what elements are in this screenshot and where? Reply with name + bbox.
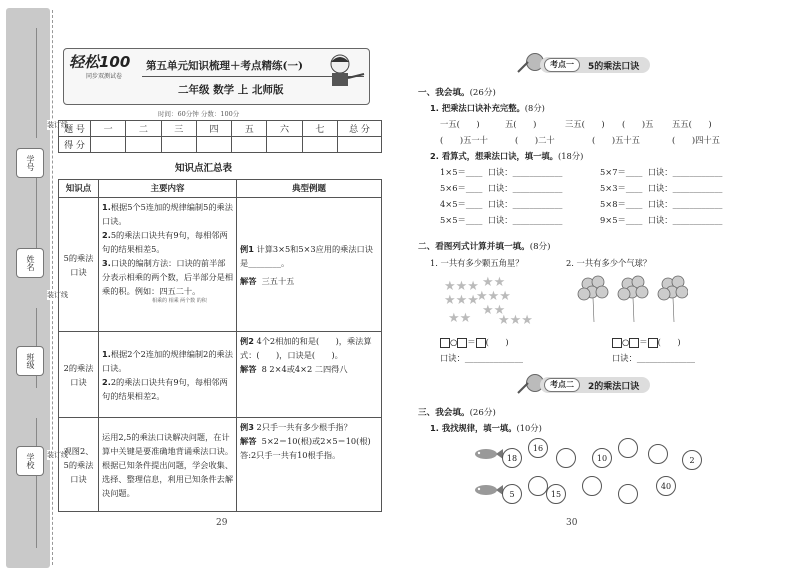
sidebar-fill-line xyxy=(36,28,37,138)
svg-text:★★★: ★★★ xyxy=(444,293,479,308)
cut-line-label: 装订线 xyxy=(47,451,68,459)
topic-cell: 观图2、5的乘法口诀 xyxy=(59,418,99,512)
point-header-1 xyxy=(540,57,650,73)
example-conclusion: 答:2只手一共有10根手指。 xyxy=(240,450,341,460)
score-header: 四 xyxy=(196,121,231,137)
fill-blank[interactable]: ( )五一十 xyxy=(440,135,488,145)
student-name-label: 姓名 xyxy=(16,248,44,278)
score-cell[interactable] xyxy=(267,137,302,153)
sequence-circle[interactable]: 16 xyxy=(528,438,548,458)
point-tag: 考点一 xyxy=(544,58,580,72)
sequence-circle[interactable]: 18 xyxy=(502,448,522,468)
point-header-2 xyxy=(540,377,650,393)
broom-icon xyxy=(516,60,530,74)
score-header: 一 xyxy=(91,121,126,137)
sequence-circle[interactable]: 10 xyxy=(592,448,612,468)
equation-row[interactable]: 5×5＝____ 口诀：____________ xyxy=(440,215,563,225)
sequence-circle[interactable] xyxy=(528,476,548,496)
summary-table-title: 知识点汇总表 xyxy=(175,163,233,174)
equation-row[interactable]: 5×6＝____ 口诀：____________ xyxy=(440,183,563,193)
column-header: 知识点 xyxy=(59,180,99,198)
content-item: 1.根据5个5连加的规律编制5的乘法口诀。 xyxy=(102,202,233,226)
score-cell[interactable] xyxy=(302,137,337,153)
student-id-label: 学号 xyxy=(16,148,44,178)
cut-line xyxy=(52,10,53,565)
fill-blank[interactable]: ( )二十 xyxy=(515,135,555,145)
score-header: 二 xyxy=(126,121,161,137)
fill-blank[interactable]: 一五( ) xyxy=(440,119,480,129)
equation-row[interactable]: 1×5＝____ 口诀：____________ xyxy=(440,167,563,177)
cut-line-label: 装订线 xyxy=(47,121,68,129)
content-cell: 运用2,5的乘法口诀解决问题，在计算中关键是要准确地背诵乘法口诀。根据已知条件提出问题，学会收集、选择、整理信息，利用已知条件去解决问题。 xyxy=(99,418,237,512)
point-tag: 考点二 xyxy=(544,378,580,392)
content-cell xyxy=(99,198,237,332)
page-number-left: 29 xyxy=(216,518,228,528)
brand-logo: 轻松100 xyxy=(69,53,131,71)
table-row xyxy=(59,198,382,332)
fill-blank[interactable]: ( )四十五 xyxy=(672,135,720,145)
knowledge-summary-table xyxy=(58,179,382,512)
sequence-circle[interactable] xyxy=(556,448,576,468)
sequence-circle[interactable]: 2 xyxy=(682,450,702,470)
svg-text:★★: ★★ xyxy=(482,275,506,290)
equation-row[interactable]: 5×8＝____ 口诀：____________ xyxy=(600,199,723,209)
score-cell[interactable] xyxy=(126,137,161,153)
equation-boxes[interactable]: ○ ＝ ( ) xyxy=(612,336,681,348)
content-item: 2.5的乘法口诀共有9句，每相邻两句的结果相差5。 xyxy=(102,230,228,254)
svg-text:★★★: ★★★ xyxy=(444,279,479,294)
score-table xyxy=(58,120,382,153)
equation-row[interactable]: 9×5＝____ 口诀：____________ xyxy=(600,215,723,225)
balloons-picture-icon xyxy=(576,272,688,326)
section-heading: 二、看图列式计算并填一填。(8分) xyxy=(418,242,551,252)
example-answer: 解答 8 2×4或4×2 二四得八 xyxy=(240,364,348,374)
mascot-icon xyxy=(318,52,366,92)
example-answer: 解答 5×2＝10(根)或2×5＝10(根) xyxy=(240,436,371,446)
score-cell[interactable] xyxy=(338,137,382,153)
example-question: 例2 4个2相加的和是( )，乘法算式：( )，口诀是( )。 xyxy=(240,336,372,360)
sidebar-fill-line xyxy=(36,418,37,548)
fill-blank[interactable]: ( )五十五 xyxy=(592,135,640,145)
sequence-circle[interactable] xyxy=(618,484,638,504)
binding-sidebar xyxy=(6,8,50,568)
page-title: 第五单元知识梳理＋考点精练(一) xyxy=(146,60,303,72)
topic-cell: 5的乘法口诀 xyxy=(59,198,99,332)
question-title: 1. 我找规律，填一填。(10分) xyxy=(430,423,542,433)
equation-row[interactable]: 5×7＝____ 口诀：____________ xyxy=(600,167,723,177)
section-heading: 三、我会填。(26分) xyxy=(418,408,496,418)
knowledge-header-row xyxy=(59,180,382,198)
stars-picture-icon xyxy=(436,272,546,332)
class-label: 班级 xyxy=(16,346,44,376)
equation-row[interactable]: 4×5＝____ 口诀：____________ xyxy=(440,199,563,209)
picture-question: 1. 一共有多少颗五角星？ xyxy=(430,258,524,268)
sequence-circle[interactable] xyxy=(582,476,602,496)
content-cell xyxy=(99,332,237,418)
fill-blank[interactable]: 五五( ) xyxy=(672,119,712,129)
time-score-info: 时间：60分钟 分数：100分 xyxy=(158,110,240,118)
fill-blank[interactable]: ( )五 xyxy=(622,119,654,129)
column-header: 典型例题 xyxy=(237,180,382,198)
page-number-right: 30 xyxy=(566,518,578,528)
svg-text:★★: ★★ xyxy=(448,311,472,326)
sequence-circle[interactable] xyxy=(618,438,638,458)
sequence-circle[interactable]: 15 xyxy=(546,484,566,504)
koujue-line[interactable]: 口诀：______________ xyxy=(612,353,695,363)
content-item: 1.根据2个2连加的规律编制2的乘法口诀。 xyxy=(102,348,233,373)
svg-text:★★★: ★★★ xyxy=(476,289,511,304)
score-row-label: 得 分 xyxy=(59,137,91,153)
picture-question: 2. 一共有多少个气球？ xyxy=(566,258,652,268)
score-cell[interactable] xyxy=(196,137,231,153)
table-row xyxy=(59,418,382,512)
cut-line-label: 装订线 xyxy=(47,291,68,299)
equation-row[interactable]: 5×3＝____ 口诀：____________ xyxy=(600,183,723,193)
score-header: 五 xyxy=(232,121,267,137)
school-label: 学校 xyxy=(16,446,44,476)
score-header: 题 号 xyxy=(59,121,91,137)
sequence-circle[interactable] xyxy=(648,444,668,464)
score-header: 七 xyxy=(302,121,337,137)
column-header: 主要内容 xyxy=(99,180,237,198)
table-row xyxy=(59,332,382,418)
question-title: 2. 看算式，想乘法口诀，填一填。(18分) xyxy=(430,151,584,161)
fish-icon xyxy=(472,446,504,462)
content-item: 2.2的乘法口诀共有9句，每相邻两句的结果相差2。 xyxy=(102,376,228,401)
svg-text:★★: ★★ xyxy=(482,303,506,318)
equation-boxes[interactable]: ○ ＝ ( ) xyxy=(440,336,509,348)
example-cell xyxy=(237,418,382,512)
score-cell[interactable] xyxy=(91,137,126,153)
broom-icon xyxy=(516,381,530,395)
point-title: 2的乘法口诀 xyxy=(588,381,640,392)
content-item: 3.口诀的编制方法：口诀的前半部分表示相乘的两个数，后半部分是相乘的积。例如：四五二十。 xyxy=(102,258,234,296)
example-answer: 解答 三五十五 xyxy=(240,275,295,286)
page-subtitle: 二年级 数学 上 北师版 xyxy=(178,84,284,96)
question-title: 1. 把乘法口诀补充完整。(8分) xyxy=(430,103,545,113)
koujue-line[interactable]: 口诀：______________ xyxy=(440,353,523,363)
sequence-circle[interactable]: 40 xyxy=(656,476,676,496)
brand-logo-subtitle: 同步双测试卷 xyxy=(86,73,123,80)
fill-blank[interactable]: 三五( ) xyxy=(565,119,605,129)
topic-cell: 2的乘法口诀 xyxy=(59,332,99,418)
score-header: 六 xyxy=(267,121,302,137)
svg-text:★★★: ★★★ xyxy=(498,313,533,328)
point-title: 5的乘法口诀 xyxy=(588,61,640,72)
fish-icon xyxy=(472,482,504,498)
sequence-circle[interactable]: 5 xyxy=(502,484,522,504)
score-value-row xyxy=(59,137,382,153)
score-cell[interactable] xyxy=(232,137,267,153)
score-cell[interactable] xyxy=(161,137,196,153)
example-question: 例3 2只手一共有多少根手指？ xyxy=(240,422,352,432)
example-cell xyxy=(237,198,382,332)
section-heading: 一、我会填。(26分) xyxy=(418,88,496,98)
example-cell xyxy=(237,332,382,418)
fill-blank[interactable]: 五( ) xyxy=(505,119,537,129)
score-header: 总 分 xyxy=(338,121,382,137)
example-question: 例1 计算3×5和5×3应用的乘法口诀是________。 xyxy=(240,243,373,268)
score-header: 三 xyxy=(161,121,196,137)
formula-annotation: 相乘的 相乘 两个数 的积 xyxy=(152,298,207,304)
score-header-row xyxy=(59,121,382,137)
